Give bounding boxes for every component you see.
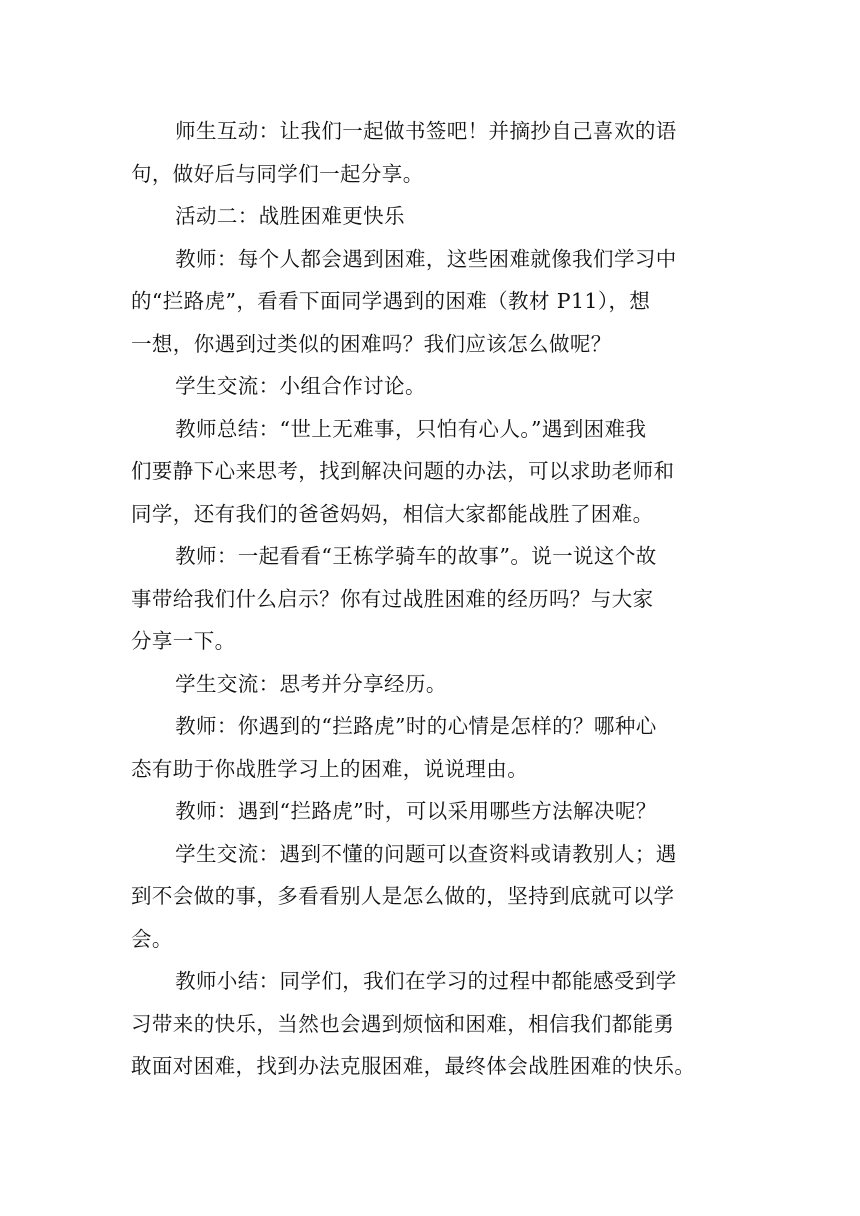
text-line: 教师总结：“世上无难事，只怕有心人。”遇到困难我 [175,416,647,441]
paragraph-activity-heading [131,195,731,238]
paragraph-teacher-mood [131,705,731,790]
text-line: 事带给我们什么启示？你有过战胜困难的经历吗？与大家 [131,586,654,611]
text-line: 教师：每个人都会遇到困难，这些困难就像我们学习中 [175,246,677,271]
text-line: 敢面对困难，找到办法克服困难，最终体会战胜困难的快乐。 [131,1054,696,1078]
text-line: 学生交流：思考并分享经历。 [175,671,447,696]
text-line: 态有助于你战胜学习上的困难，说说理由。 [131,756,529,781]
text-line: 学生交流：小组合作讨论。 [175,374,426,398]
text-line: 师生互动：让我们一起做书签吧！并摘抄自己喜欢的语 [175,119,677,143]
text-line: 句，做好后与同学们一起分享。 [131,161,424,186]
text-line: 分享一下。 [131,629,236,653]
paragraph-student-methods [131,833,731,961]
paragraph-teacher-conclusion [131,960,731,1088]
paragraph-student-discussion [131,365,731,408]
text-line: 习带来的快乐，当然也会遇到烦恼和困难，相信我们都能勇 [131,1011,675,1036]
text-line: 到不会做的事，多看看别人是怎么做的，坚持到底就可以学 [131,884,675,908]
document-body [131,110,731,1088]
paragraph-teacher-methods [131,790,731,833]
text-line: 同学，还有我们的爸爸妈妈，相信大家都能战胜了困难。 [131,501,654,526]
text-line: 教师：你遇到的“拦路虎”时的心情是怎样的？哪种心 [175,714,657,738]
text-line: 会。 [131,926,173,951]
text-line: 的“拦路虎”，看看下面同学遇到的困难（教材 P11），想 [131,289,651,313]
paragraph-teacher-story [131,535,731,663]
text-line: 一想，你遇到过类似的困难吗？我们应该怎么做呢？ [131,331,612,356]
paragraph-teacher-difficulty [131,238,731,366]
text-line: 教师：遇到“拦路虎”时，可以采用哪些方法解决呢？ [175,799,657,823]
text-line: 们要静下心来思考，找到解决问题的办法，可以求助老师和 [131,459,675,483]
text-line: 教师小结：同学们，我们在学习的过程中都能感受到学 [175,969,677,993]
text-line: 教师：一起看看“王栋学骑车的故事”。说一说这个故 [175,544,657,568]
text-line: 学生交流：遇到不懂的问题可以查资料或请教别人；遇 [175,841,677,866]
paragraph-student-share [131,663,731,706]
paragraph-interaction [131,110,731,195]
paragraph-teacher-summary [131,408,731,536]
text-line: 活动二：战胜困难更快乐 [175,204,405,228]
